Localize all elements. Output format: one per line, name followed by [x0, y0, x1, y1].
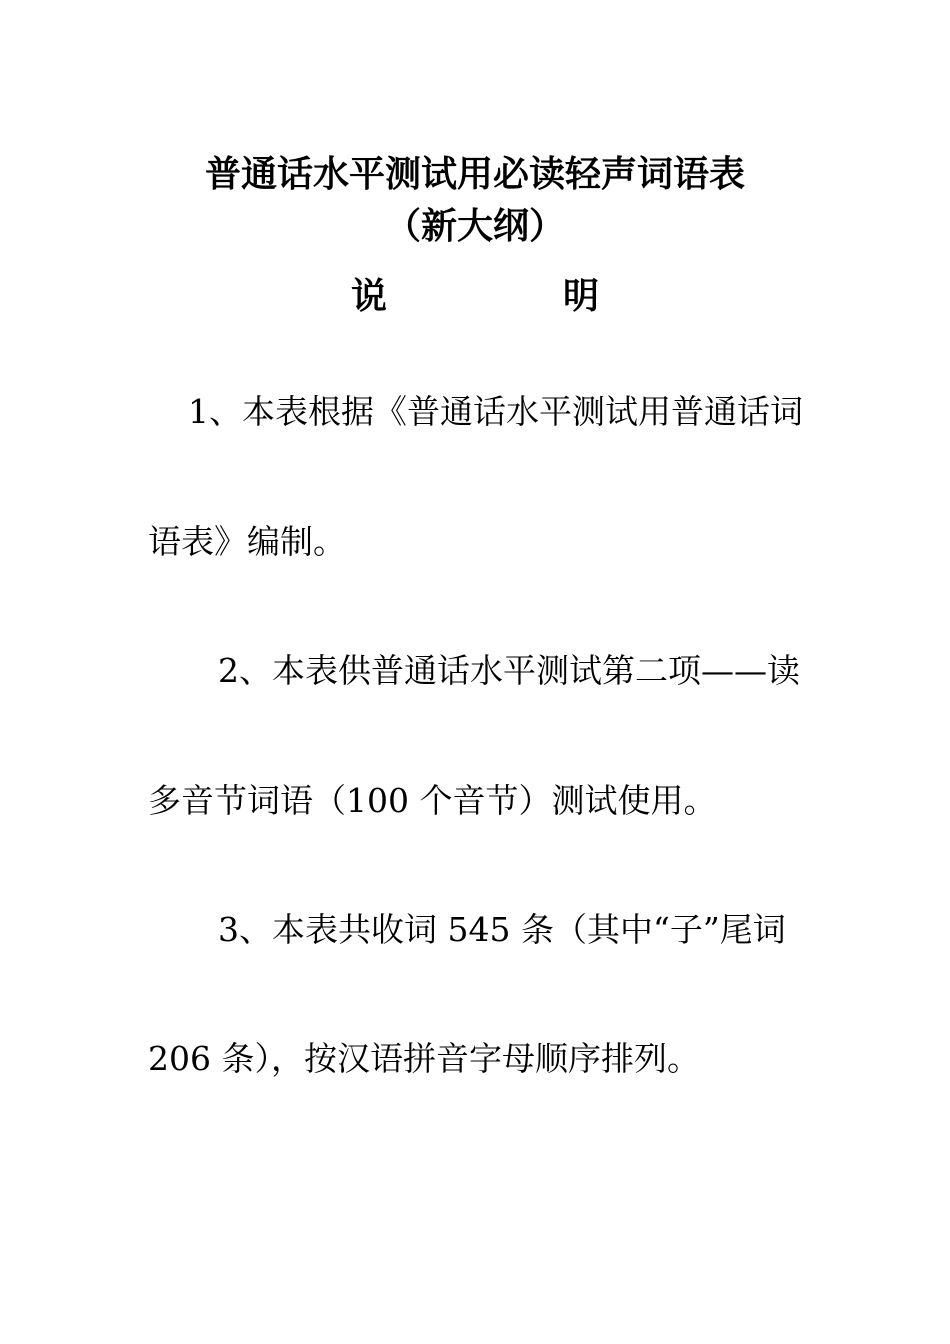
note-item-2-line-1: 2、本表供普通话水平测试第二项——读	[218, 651, 800, 690]
heading-left-char: 说	[350, 275, 387, 317]
note-item-3-line-1: 3、本表共收词 545 条（其中“子”尾词	[218, 910, 786, 949]
note-item-1-line-1: 1、本表根据《普通话水平测试用普通话词	[188, 392, 803, 431]
note-item-2-line-2: 多音节词语（100 个音节）测试使用。	[148, 781, 717, 820]
document-title: 普通话水平测试用必读轻声词语表	[204, 153, 745, 195]
note-item-1-line-2: 语表》编制。	[148, 522, 346, 561]
document-subtitle: （新大纲）	[384, 205, 565, 247]
heading-right-char: 明	[563, 275, 600, 317]
note-item-3-line-2: 206 条），按汉语拼音字母顺序排列。	[148, 1039, 700, 1078]
section-heading	[0, 272, 950, 320]
